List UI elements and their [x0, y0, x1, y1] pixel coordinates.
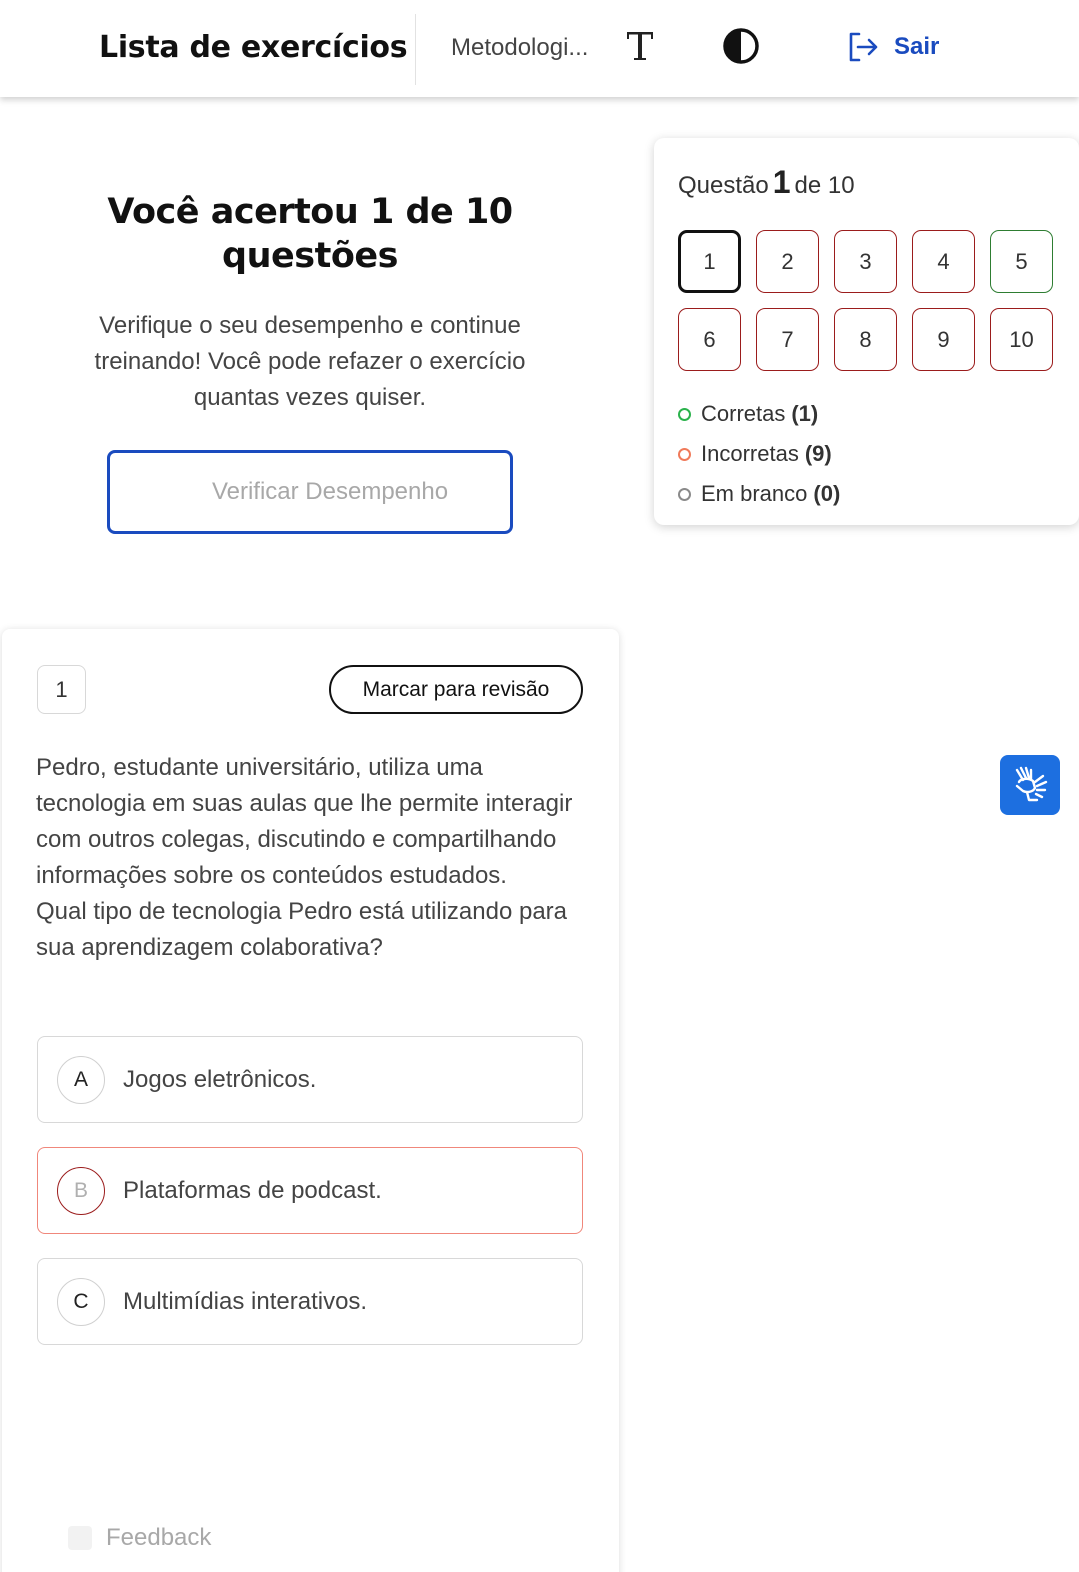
question-button-8[interactable]: 8 [834, 308, 897, 371]
question-button-1[interactable]: 1 [678, 230, 741, 293]
option-letter: A [57, 1056, 105, 1104]
question-button-7[interactable]: 7 [756, 308, 819, 371]
top-bar [0, 0, 1079, 97]
option-a[interactable] [37, 1036, 583, 1123]
question-button-4[interactable]: 4 [912, 230, 975, 293]
question-card [2, 629, 619, 1572]
status-dot-icon [678, 408, 691, 421]
question-button-5[interactable]: 5 [990, 230, 1053, 293]
option-letter: C [57, 1278, 105, 1326]
legend-label: Corretas [701, 401, 786, 426]
feedback-icon [68, 1526, 92, 1550]
sign-language-icon [1009, 764, 1051, 806]
legend-item [678, 474, 840, 514]
question-button-9[interactable]: 9 [912, 308, 975, 371]
question-button-6[interactable]: 6 [678, 308, 741, 371]
option-b[interactable] [37, 1147, 583, 1234]
legend-count: (0) [813, 481, 841, 506]
question-navigator [654, 138, 1079, 525]
option-text: Plataformas de podcast. [123, 1176, 382, 1204]
logout-icon [846, 30, 880, 64]
contrast-icon[interactable] [722, 27, 760, 65]
question-number: 1 [37, 665, 86, 714]
navigator-current: 1 [772, 164, 791, 200]
header-divider [415, 14, 416, 85]
navigator-heading [678, 164, 855, 201]
verify-performance-label: Verificar Desempenho [211, 478, 449, 505]
navigator-suffix: de 10 [794, 172, 855, 199]
question-button-2[interactable]: 2 [756, 230, 819, 293]
sign-language-button[interactable] [1000, 755, 1060, 815]
logout-label: Sair [894, 33, 940, 60]
feedback-toggle[interactable] [68, 1524, 211, 1552]
text-size-icon[interactable] [624, 28, 656, 62]
legend-label: Incorretas [701, 441, 799, 466]
result-heading: Você acertou 1 de 10 questões [107, 192, 513, 276]
verify-performance-button[interactable] [107, 450, 513, 534]
statement-paragraph-2: Qual tipo de tecnologia Pedro está utilizando para sua aprendizagem colaborativa? [36, 898, 568, 961]
legend-count: (1) [791, 401, 819, 426]
option-letter: B [57, 1167, 105, 1215]
legend-count: (9) [804, 441, 832, 466]
option-text: Jogos eletrônicos. [123, 1065, 317, 1093]
navigator-prefix: Questão [678, 172, 769, 199]
legend-item [678, 394, 840, 434]
result-message: Verifique o seu desempenho e continue treinando! Você pode refazer o exercício quantas vezes quiser. [94, 312, 526, 411]
status-dot-icon [678, 488, 691, 501]
mark-for-review-button[interactable]: Marcar para revisão [329, 665, 583, 714]
question-button-3[interactable]: 3 [834, 230, 897, 293]
legend-label: Em branco [701, 481, 808, 506]
feedback-label: Feedback [106, 1524, 212, 1551]
status-legend [678, 394, 840, 514]
result-summary [60, 190, 560, 416]
logout-button[interactable] [846, 30, 939, 64]
option-text: Multimídias interativos. [123, 1287, 368, 1315]
status-dot-icon [678, 448, 691, 461]
question-button-10[interactable]: 10 [990, 308, 1053, 371]
course-name[interactable]: Metodologi... [451, 34, 589, 61]
question-statement [36, 750, 576, 966]
option-c[interactable] [37, 1258, 583, 1345]
page-title: Lista de exercícios [99, 30, 408, 65]
legend-item [678, 434, 840, 474]
statement-paragraph-1: Pedro, estudante universitário, utiliza uma tecnologia em suas aulas que lhe permite interagir com outros colegas, discutindo e compartilhando informações sobre os conteúdos estudados. [36, 754, 573, 889]
